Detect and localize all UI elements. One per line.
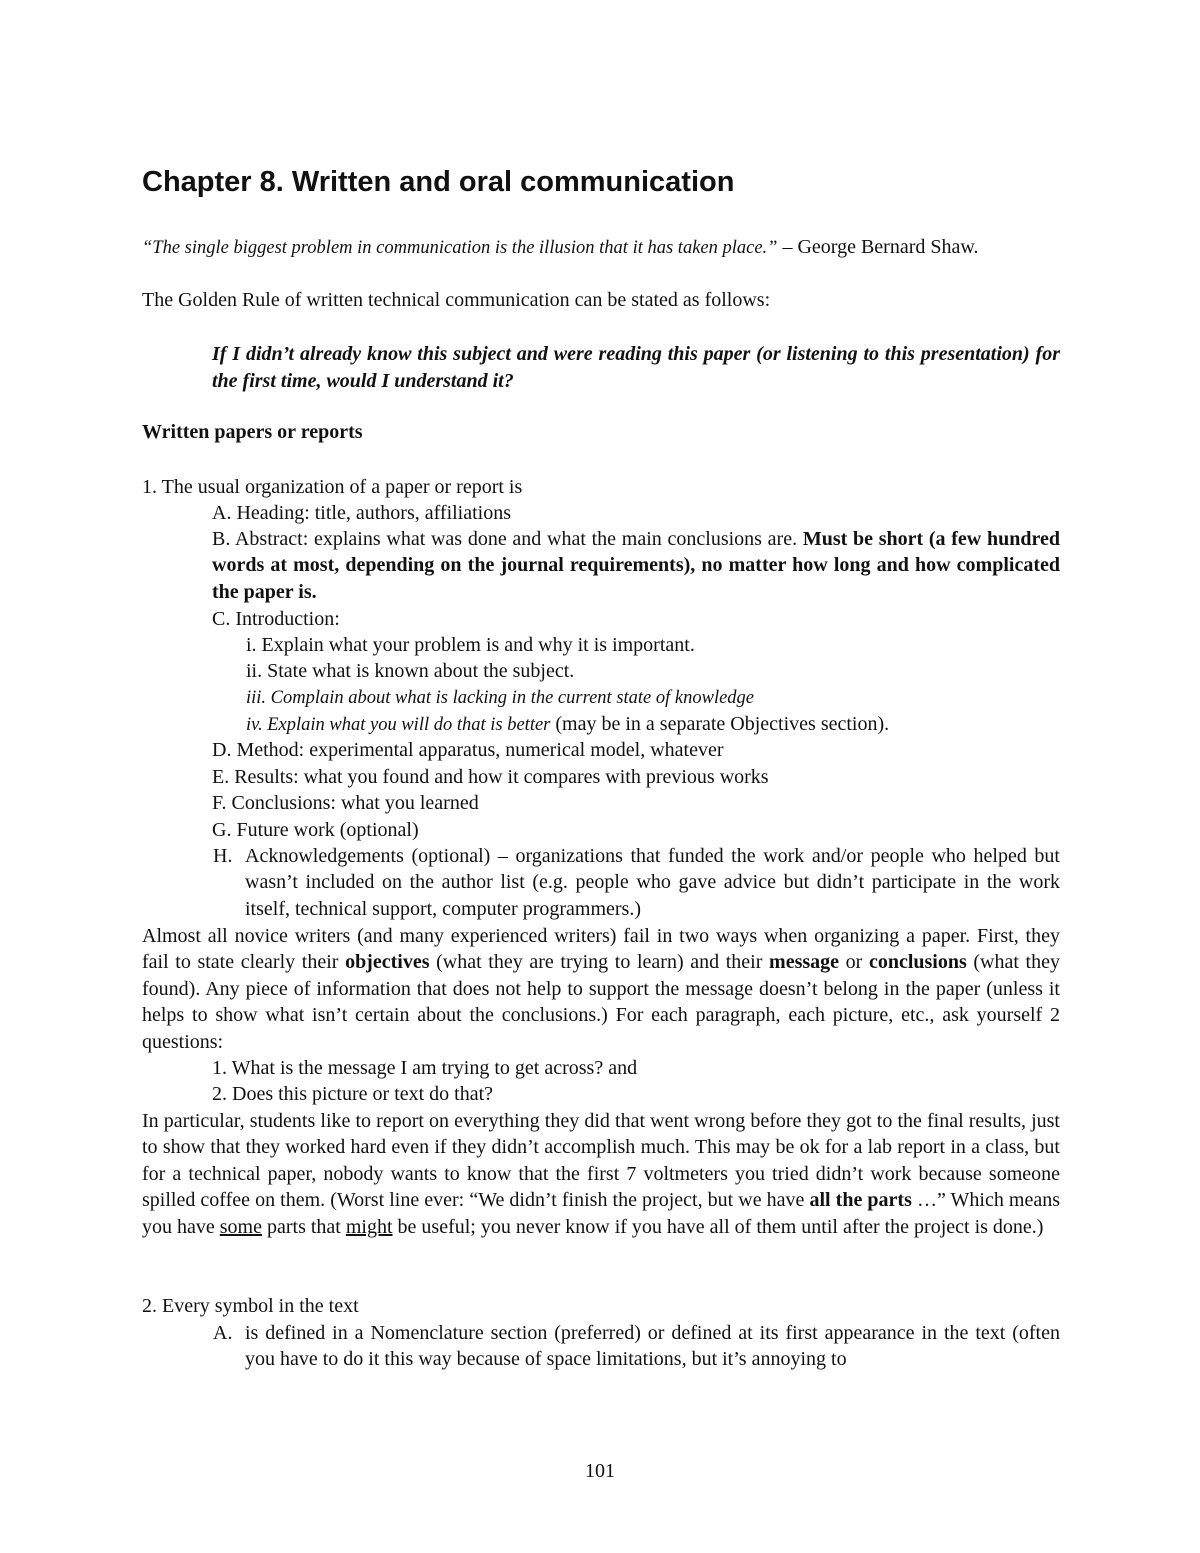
para2-text-1: In particular, students like to report on everything they did that went wrong before they got to the final results, just to show that they worked hard even if they didn’t accomplish much. This may be ok for a lab report in a class, but for a technical paper, nobody wants to know that the first 7 voltmeters you tried didn’t work because someone spilled coffee on them. (Worst line ever: “We didn’t finish the project, but we have [142, 1110, 1060, 1212]
epigraph [142, 236, 979, 259]
list-item-2: 2. Every symbol in the text [142, 1295, 359, 1317]
intro-text: The Golden Rule of written technical communication can be stated as follows: [142, 289, 771, 311]
para1-bold-conclusions: conclusions [868, 951, 967, 974]
para1-bold-objectives: objectives [345, 951, 430, 974]
para1-text-2: (what they are trying to learn) and their [429, 951, 770, 974]
para2-underline-some: some [219, 1215, 262, 1238]
sub-item-iv-italic: iv. Explain what you will do that is better [246, 715, 551, 735]
list-item-1f: F. Conclusions: what you learned [212, 792, 479, 814]
list-item-1: 1. The usual organization of a paper or report is [142, 476, 523, 498]
sub-item-i: i. Explain what your problem is and why it is important. [246, 634, 695, 656]
abstract-emphasis: Must be short (a few hundred words at most, depending on the journal requirements), no matter how long and how complicated the paper is. [212, 528, 1060, 603]
para1-text-1: Almost all novice writers (and many experienced writers) fail in two ways when organizing a paper. First, they fail to state clearly their [142, 925, 1060, 974]
para2-text-2: …” Which means you have [142, 1189, 1061, 1238]
question-2: 2. Does this picture or text do that? [212, 1083, 494, 1105]
list-item-1d: D. Method: experimental apparatus, numerical model, whatever [212, 739, 724, 761]
epigraph-attribution: – George Bernard Shaw. [777, 236, 979, 258]
page-number: 101 [585, 1460, 615, 1482]
list-item-1h-text: Acknowledgements (optional) – organizations that funded the work and/or people who helped but wasn’t included on the author list (e.g. people who gave advice but didn’t participate in the work itself, technical support, computer programmers.) [245, 845, 1060, 920]
paragraph-organization [142, 923, 1060, 1055]
list-item-1e: E. Results: what you found and how it compares with previous works [212, 766, 769, 788]
list-item-1h [213, 843, 1060, 922]
para1-text-3: or [839, 951, 869, 974]
list-item-1a: A. Heading: title, authors, affiliations [212, 502, 512, 524]
list-item-1c: C. Introduction: [212, 608, 340, 630]
section-heading: Written papers or reports [142, 421, 363, 443]
para2-text-4: be useful; you never know if you have all of them until after the project is done.) [392, 1215, 1044, 1238]
golden-rule: If I didn’t already know this subject and were reading this paper (or listening to this presentation) for the first time, would I understand it? [212, 343, 1060, 392]
para1-text-4: (what they found). Any piece of information that does not help to support the message doesn’t belong in the paper (unless it helps to show what isn’t certain about the conclusions.) For each paragraph, each picture, etc., ask yourself 2 questions: [142, 951, 1060, 1053]
list-item-2a-label: A. [213, 1322, 233, 1344]
para2-underline-might: might [345, 1215, 393, 1238]
list-item-1h-label: H. [213, 845, 233, 867]
sub-item-iv [246, 711, 889, 738]
page-title: Chapter 8. Written and oral communication [142, 166, 735, 198]
para1-bold-message: message [769, 951, 840, 974]
list-item-1g: G. Future work (optional) [212, 819, 419, 841]
sub-item-iii: iii. Complain about what is lacking in the current state of knowledge [246, 688, 755, 708]
question-1: 1. What is the message I am trying to get across? and [212, 1057, 638, 1079]
sub-item-ii: ii. State what is known about the subject. [246, 660, 575, 682]
para2-bold-all-the-parts: all the parts [809, 1189, 912, 1212]
list-item-1b [212, 526, 1060, 605]
list-item-2a-text: is defined in a Nomenclature section (preferred) or defined at its first appearance in the text (often you have to do it this way because of space limitations, but it’s annoying to [245, 1322, 1060, 1371]
abstract-text: B. Abstract: explains what was done and what the main conclusions are. [212, 528, 803, 550]
epigraph-quote: “The single biggest problem in communication is the illusion that it has taken place.” [142, 238, 778, 258]
para2-text-3: parts that [261, 1215, 346, 1238]
list-item-2a [213, 1320, 1060, 1373]
paragraph-particular [142, 1108, 1060, 1240]
sub-item-iv-rest: (may be in a separate Objectives section). [550, 713, 890, 735]
